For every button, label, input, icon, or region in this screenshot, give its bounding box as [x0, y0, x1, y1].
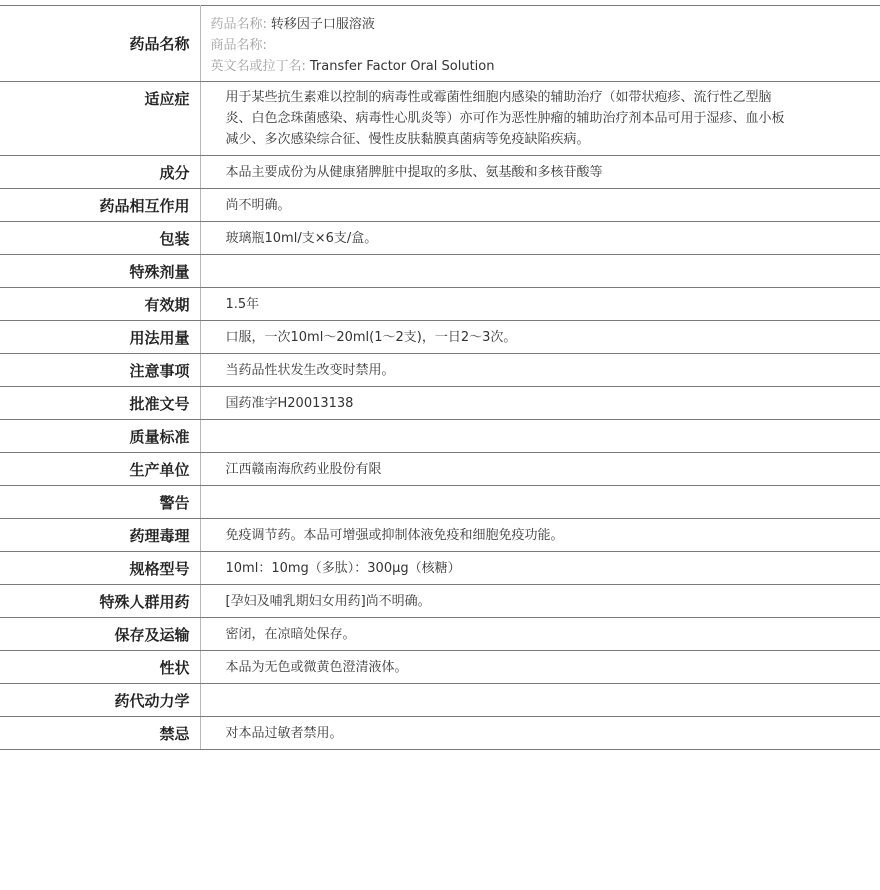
manufacturer-label: 生产单位: [0, 453, 200, 486]
special-population-value: [孕妇及哺乳期妇女用药]尚不明确。: [200, 585, 880, 618]
packaging-row: [0, 222, 880, 255]
dosage-value: 口服，一次10ml～20ml(1～2支)，一日2～3次。: [200, 321, 880, 354]
special-population-label: 特殊人群用药: [0, 585, 200, 618]
indications-label: 适应症: [0, 82, 200, 156]
pharmacokinetics-value: [200, 684, 880, 717]
pharmacokinetics-row: [0, 684, 880, 717]
ingredients-value: 本品主要成份为从健康猪脾脏中提取的多肽、氨基酸和多核苷酸等: [200, 156, 880, 189]
precautions-label: 注意事项: [0, 354, 200, 387]
quality-standard-value: [200, 420, 880, 453]
trade-name-line: [211, 35, 871, 56]
ingredients-row: [0, 156, 880, 189]
approval-value: 国药准字H20013138: [200, 387, 880, 420]
pharmacology-row: [0, 519, 880, 552]
generic-name-line: [211, 14, 871, 35]
packaging-label: 包装: [0, 222, 200, 255]
manufacturer-row: [0, 453, 880, 486]
pharmacology-label: 药理毒理: [0, 519, 200, 552]
shelf-life-label: 有效期: [0, 288, 200, 321]
drug-info-sheet: [0, 5, 880, 750]
specification-label: 规格型号: [0, 552, 200, 585]
warning-label: 警告: [0, 486, 200, 519]
dosage-label: 用法用量: [0, 321, 200, 354]
pharmacokinetics-label: 药代动力学: [0, 684, 200, 717]
shelf-life-row: [0, 288, 880, 321]
contraindications-value: 对本品过敏者禁用。: [200, 717, 880, 750]
drug-name-label: 药品名称: [0, 6, 200, 82]
interactions-label: 药品相互作用: [0, 189, 200, 222]
manufacturer-value: 江西赣南海欣药业股份有限: [200, 453, 880, 486]
drug-info-table: [0, 5, 880, 750]
storage-label: 保存及运输: [0, 618, 200, 651]
dosage-row: [0, 321, 880, 354]
english-name-value: Transfer Factor Oral Solution: [309, 59, 495, 74]
approval-label: 批准文号: [0, 387, 200, 420]
drug-name-row: [0, 6, 880, 82]
interactions-row: [0, 189, 880, 222]
special-dosage-row: [0, 255, 880, 288]
trade-name-key: 商品名称:: [210, 38, 267, 53]
contraindications-row: [0, 717, 880, 750]
english-name-key: 英文名或拉丁名:: [210, 59, 306, 74]
specification-value: 10ml：10mg（多肽）：300μg（核糖）: [200, 552, 880, 585]
contraindications-label: 禁忌: [0, 717, 200, 750]
description-row: [0, 651, 880, 684]
shelf-life-value: 1.5年: [200, 288, 880, 321]
warning-row: [0, 486, 880, 519]
ingredients-label: 成分: [0, 156, 200, 189]
interactions-value: 尚不明确。: [200, 189, 880, 222]
drug-name-values: [200, 6, 880, 82]
precautions-value: 当药品性状发生改变时禁用。: [200, 354, 880, 387]
special-dosage-value: [200, 255, 880, 288]
quality-standard-label: 质量标准: [0, 420, 200, 453]
specification-row: [0, 552, 880, 585]
quality-standard-row: [0, 420, 880, 453]
special-dosage-label: 特殊剂量: [0, 255, 200, 288]
approval-row: [0, 387, 880, 420]
storage-row: [0, 618, 880, 651]
generic-name-value: 转移因子口服溶液: [270, 17, 375, 32]
pharmacology-value: 免疫调节药。本品可增强或抑制体液免疫和细胞免疫功能。: [200, 519, 880, 552]
description-label: 性状: [0, 651, 200, 684]
generic-name-key: 药品名称:: [210, 17, 267, 32]
english-name-line: [211, 56, 871, 77]
indications-value: 用于某些抗生素难以控制的病毒性或霉菌性细胞内感染的辅助治疗（如带状疱疹、流行性乙型脑炎、白色念珠菌感染、病毒性心肌炎等）亦可作为恶性肿瘤的辅助治疗剂本品可用于湿疹、血小板减少、多次感染综合征、慢性皮肤黏膜真菌病等免疫缺陷疾病。: [200, 82, 880, 156]
precautions-row: [0, 354, 880, 387]
warning-value: [200, 486, 880, 519]
indications-row: [0, 82, 880, 156]
storage-value: 密闭，在凉暗处保存。: [200, 618, 880, 651]
packaging-value: 玻璃瓶10ml/支×6支/盒。: [200, 222, 880, 255]
special-population-row: [0, 585, 880, 618]
description-value: 本品为无色或微黄色澄清液体。: [200, 651, 880, 684]
